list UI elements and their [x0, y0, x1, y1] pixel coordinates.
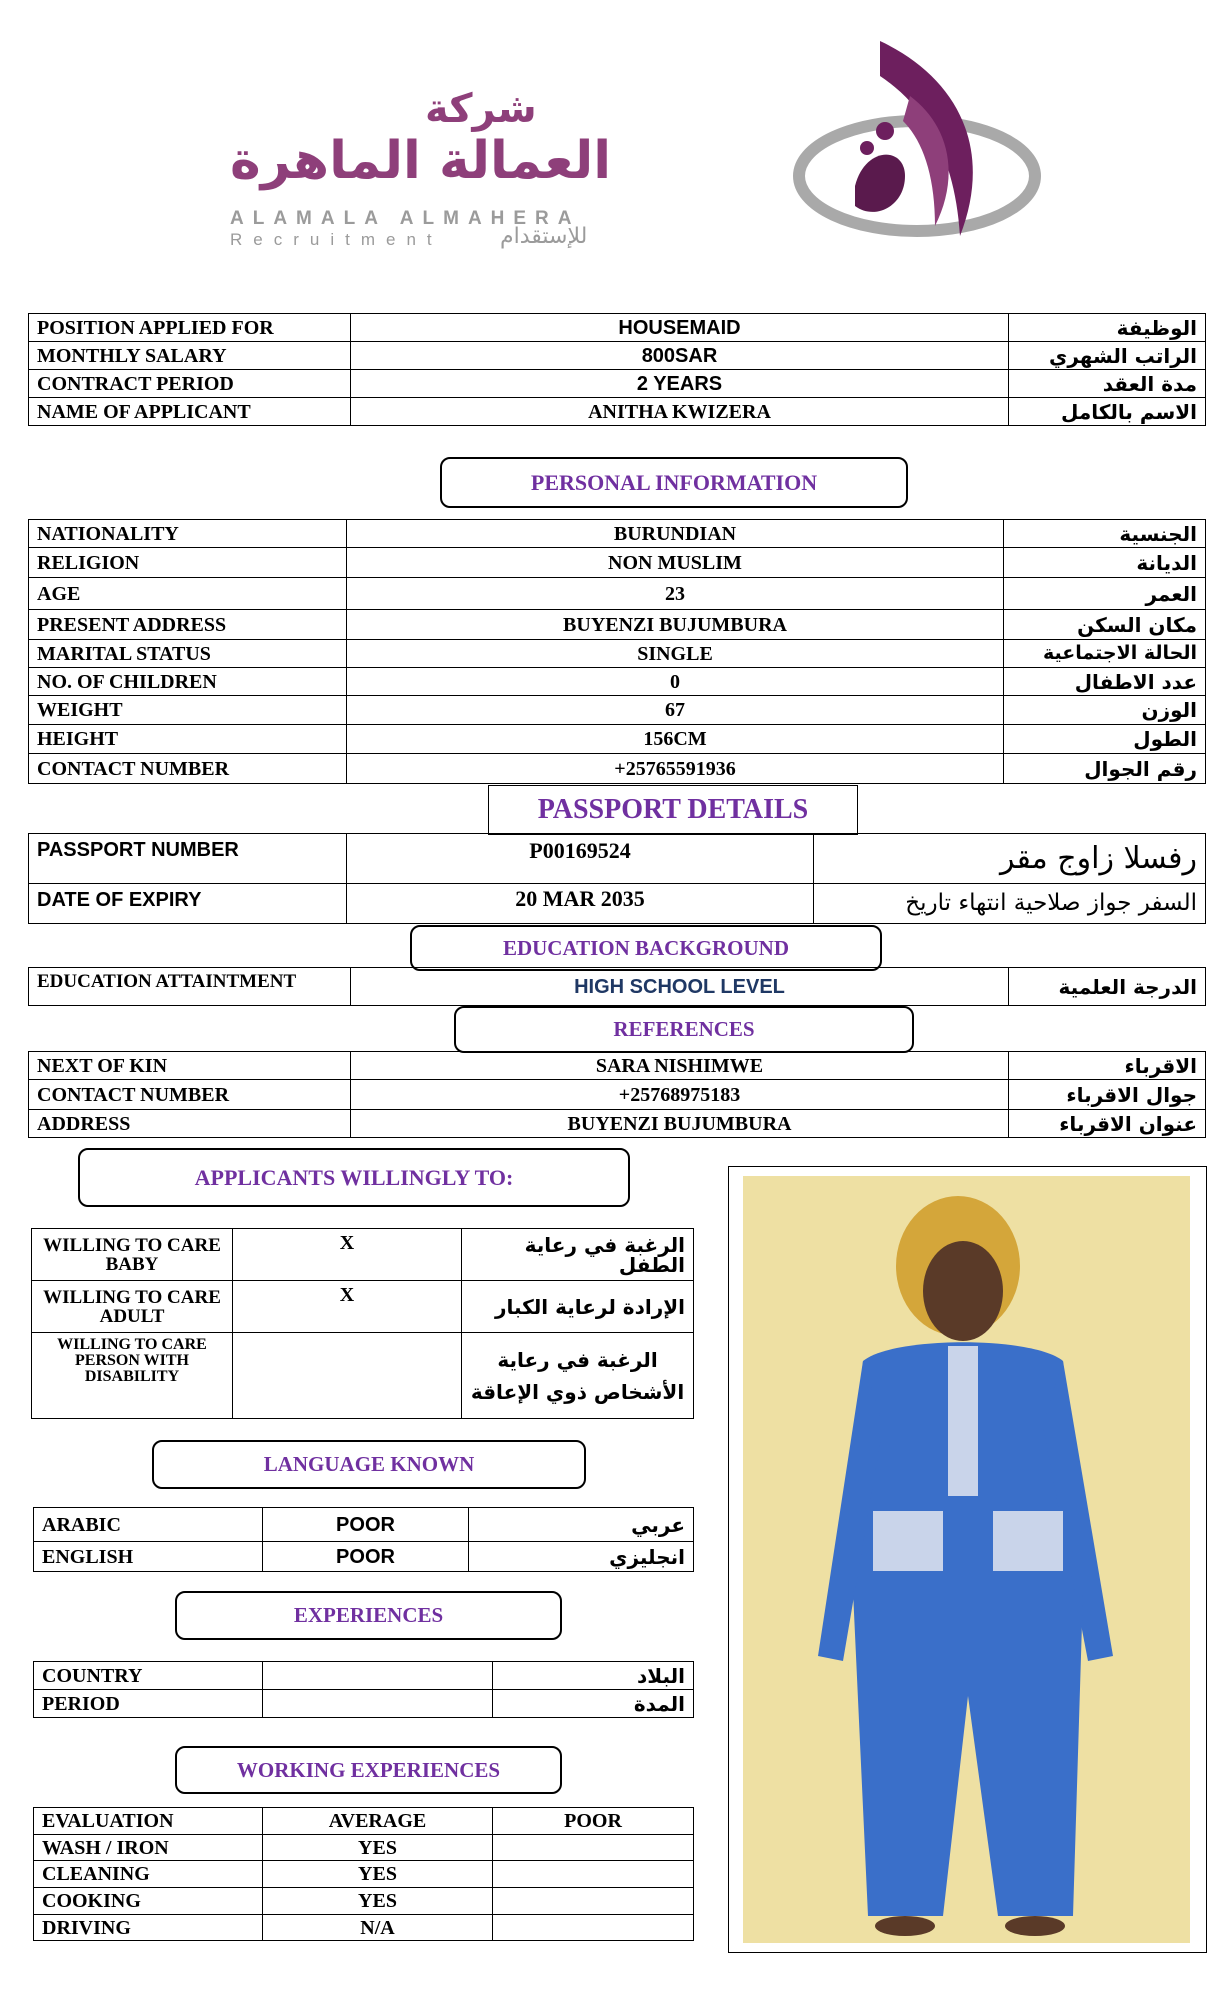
country-label: COUNTRY: [34, 1662, 263, 1690]
table-row: [34, 1888, 694, 1915]
applicant-name-value: ANITHA KWIZERA: [351, 398, 1009, 426]
willingness-table: [31, 1228, 694, 1419]
logo-emblem-icon: [785, 36, 1045, 246]
english-language-arabic: انجليزي: [469, 1542, 694, 1572]
age-value: 23: [347, 578, 1004, 610]
kin-contact-label: CONTACT NUMBER: [29, 1080, 351, 1110]
contact-number-label: CONTACT NUMBER: [29, 754, 347, 784]
table-row: [34, 1508, 694, 1542]
kin-address-label: ADDRESS: [29, 1110, 351, 1138]
table-row: [29, 725, 1206, 754]
arabic-language-arabic: عربي: [469, 1508, 694, 1542]
cleaning-poor: [493, 1861, 694, 1888]
expiry-date-value: 20 MAR 2035: [347, 884, 814, 924]
table-row: [29, 668, 1206, 696]
contact-number-arabic: رقم الجوال: [1004, 754, 1206, 784]
evaluation-header: EVALUATION: [34, 1808, 263, 1835]
cleaning-average: YES: [263, 1861, 493, 1888]
table-row: [29, 754, 1206, 784]
kin-contact-value: +25768975183: [351, 1080, 1009, 1110]
marital-status-value: SINGLE: [347, 640, 1004, 668]
care-disability-arabic: الرغبة في رعاية الأشخاص ذوي الإعاقة: [462, 1333, 694, 1419]
contact-number-value: +25765591936: [347, 754, 1004, 784]
period-arabic: المدة: [493, 1690, 694, 1718]
table-row: [29, 398, 1206, 426]
next-of-kin-arabic: الاقرباء: [1009, 1052, 1206, 1080]
passport-number-arabic: رفسلا زاوج مقر: [814, 834, 1206, 884]
table-row: [29, 314, 1206, 342]
expiry-date-arabic: السفر جواز صلاحية انتهاء تاريخ: [814, 884, 1206, 924]
age-label: AGE: [29, 578, 347, 610]
table-row: [34, 1861, 694, 1888]
education-value: HIGH SCHOOL LEVEL: [351, 968, 1009, 1006]
education-arabic: الدرجة العلمية: [1009, 968, 1206, 1006]
height-label: HEIGHT: [29, 725, 347, 754]
religion-label: RELIGION: [29, 548, 347, 578]
height-value: 156CM: [347, 725, 1004, 754]
cleaning-label: CLEANING: [34, 1861, 263, 1888]
english-language-label: ENGLISH: [34, 1542, 263, 1572]
position-value: HOUSEMAID: [351, 314, 1009, 342]
driving-poor: [493, 1915, 694, 1941]
kin-contact-arabic: جوال الاقرباء: [1009, 1080, 1206, 1110]
passport-details-heading: PASSPORT DETAILS: [488, 785, 858, 835]
salary-label: MONTHLY SALARY: [29, 342, 351, 370]
working-experiences-table: [33, 1807, 694, 1941]
table-row: [34, 1662, 694, 1690]
applicants-willingly-heading: APPLICANTS WILLINGLY TO:: [78, 1148, 630, 1207]
references-table: [28, 1051, 1206, 1138]
application-summary-table: [28, 313, 1206, 426]
care-baby-arabic: الرغبة في رعاية الطفل: [462, 1229, 694, 1281]
contract-label: CONTRACT PERIOD: [29, 370, 351, 398]
table-row: [34, 1835, 694, 1861]
education-background-heading: EDUCATION BACKGROUND: [410, 925, 882, 971]
language-known-heading: LANGUAGE KNOWN: [152, 1440, 586, 1489]
poor-header: POOR: [493, 1808, 694, 1835]
table-row: [29, 696, 1206, 725]
table-row: [32, 1281, 694, 1333]
expiry-date-label: DATE OF EXPIRY: [29, 884, 347, 924]
language-table: [33, 1507, 694, 1572]
table-row: [34, 1915, 694, 1941]
weight-label: WEIGHT: [29, 696, 347, 725]
care-baby-label: WILLING TO CARE BABY: [32, 1229, 233, 1281]
kin-address-value: BUYENZI BUJUMBURA: [351, 1110, 1009, 1138]
arabic-language-level: POOR: [263, 1508, 469, 1542]
period-value: [263, 1690, 493, 1718]
table-row: [29, 610, 1206, 640]
driving-average: N/A: [263, 1915, 493, 1941]
applicant-name-arabic: الاسم بالكامل: [1009, 398, 1206, 426]
wash-iron-poor: [493, 1835, 694, 1861]
nationality-value: BURUNDIAN: [347, 520, 1004, 548]
wash-iron-label: WASH / IRON: [34, 1835, 263, 1861]
average-header: AVERAGE: [263, 1808, 493, 1835]
references-heading: REFERENCES: [454, 1006, 914, 1053]
passport-number-value: P00169524: [347, 834, 814, 884]
table-row: [29, 370, 1206, 398]
cooking-average: YES: [263, 1888, 493, 1915]
table-row: [29, 1080, 1206, 1110]
table-row: [32, 1333, 694, 1419]
care-baby-mark: X: [233, 1229, 462, 1281]
passport-table: [28, 833, 1206, 924]
cooking-label: COOKING: [34, 1888, 263, 1915]
applicant-name-label: NAME OF APPLICANT: [29, 398, 351, 426]
contract-arabic: مدة العقد: [1009, 370, 1206, 398]
care-disability-label: WILLING TO CARE PERSON WITH DISABILITY: [32, 1333, 233, 1419]
table-row: [34, 1542, 694, 1572]
position-arabic: الوظيفة: [1009, 314, 1206, 342]
children-arabic: عدد الاطفال: [1004, 668, 1206, 696]
english-language-level: POOR: [263, 1542, 469, 1572]
logo-arabic-sub: للإستقدام: [500, 224, 588, 249]
age-arabic: العمر: [1004, 578, 1206, 610]
nationality-arabic: الجنسية: [1004, 520, 1206, 548]
driving-label: DRIVING: [34, 1915, 263, 1941]
passport-number-label: PASSPORT NUMBER: [29, 834, 347, 884]
salary-value: 800SAR: [351, 342, 1009, 370]
country-value: [263, 1662, 493, 1690]
logo-arabic-top: شركة: [425, 86, 537, 132]
table-row: [29, 1052, 1206, 1080]
nationality-label: NATIONALITY: [29, 520, 347, 548]
position-label: POSITION APPLIED FOR: [29, 314, 351, 342]
table-row: [32, 1229, 694, 1281]
country-arabic: البلاد: [493, 1662, 694, 1690]
table-row: [29, 640, 1206, 668]
personal-information-table: [28, 519, 1206, 784]
children-label: NO. OF CHILDREN: [29, 668, 347, 696]
table-row: [34, 1690, 694, 1718]
logo-latin-line2: Recruitment: [230, 230, 443, 249]
experiences-table: [33, 1661, 694, 1718]
working-experiences-heading: WORKING EXPERIENCES: [175, 1746, 562, 1794]
religion-arabic: الديانة: [1004, 548, 1206, 578]
weight-value: 67: [347, 696, 1004, 725]
arabic-language-label: ARABIC: [34, 1508, 263, 1542]
marital-status-label: MARITAL STATUS: [29, 640, 347, 668]
table-row: [29, 578, 1206, 610]
table-row: [29, 1110, 1206, 1138]
table-row: [29, 342, 1206, 370]
table-row: [29, 884, 1206, 924]
education-table: [28, 967, 1206, 1006]
care-adult-label: WILLING TO CARE ADULT: [32, 1281, 233, 1333]
salary-arabic: الراتب الشهري: [1009, 342, 1206, 370]
address-label: PRESENT ADDRESS: [29, 610, 347, 640]
wash-iron-average: YES: [263, 1835, 493, 1861]
care-adult-arabic: الإرادة لرعاية الكبار: [462, 1281, 694, 1333]
address-arabic: مكان السكن: [1004, 610, 1206, 640]
weight-arabic: الوزن: [1004, 696, 1206, 725]
height-arabic: الطول: [1004, 725, 1206, 754]
care-adult-mark: X: [233, 1281, 462, 1333]
marital-status-arabic: الحالة الاجتماعية: [1004, 640, 1206, 668]
table-row: [29, 548, 1206, 578]
company-logo: [225, 36, 1045, 251]
personal-information-heading: PERSONAL INFORMATION: [440, 457, 908, 508]
table-row: [34, 1808, 694, 1835]
next-of-kin-value: SARA NISHIMWE: [351, 1052, 1009, 1080]
address-value: BUYENZI BUJUMBURA: [347, 610, 1004, 640]
table-row: [29, 834, 1206, 884]
next-of-kin-label: NEXT OF KIN: [29, 1052, 351, 1080]
experiences-heading: EXPERIENCES: [175, 1591, 562, 1640]
applicant-photo: [743, 1176, 1190, 1943]
children-value: 0: [347, 668, 1004, 696]
religion-value: NON MUSLIM: [347, 548, 1004, 578]
table-row: [29, 520, 1206, 548]
period-label: PERIOD: [34, 1690, 263, 1718]
cooking-poor: [493, 1888, 694, 1915]
contract-value: 2 YEARS: [351, 370, 1009, 398]
kin-address-arabic: عنوان الاقرباء: [1009, 1110, 1206, 1138]
applicant-figure-icon: [743, 1176, 1190, 1943]
education-label: EDUCATION ATTAINTMENT: [29, 968, 351, 1006]
logo-latin-line1: ALAMALA ALMAHERA: [230, 208, 581, 229]
table-row: [29, 968, 1206, 1006]
logo-arabic-main: العمالة الماهرة: [230, 131, 612, 191]
care-disability-mark: [233, 1333, 462, 1419]
